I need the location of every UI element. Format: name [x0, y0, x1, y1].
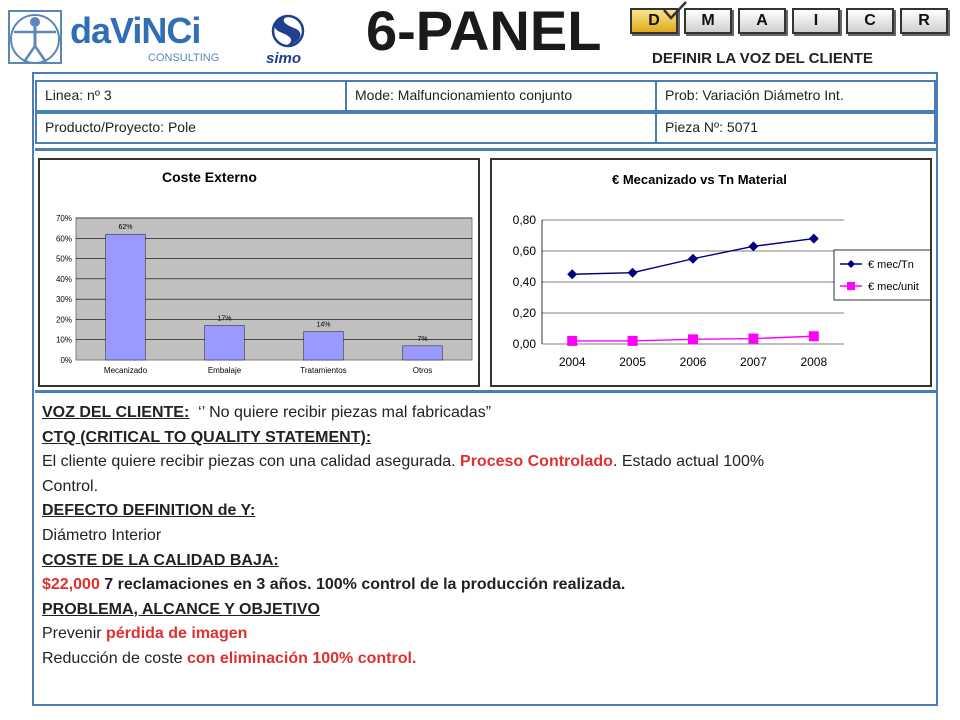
- y-tick-label: 20%: [55, 315, 72, 325]
- x-tick-label: Tratamientos: [300, 366, 347, 375]
- dmaic-step-a[interactable]: A: [738, 8, 786, 34]
- y-tick-label: 60%: [55, 234, 72, 244]
- problema-text-d: con eliminación 100% control.: [186, 649, 417, 667]
- bar-mecanizado: [106, 234, 146, 360]
- legend-marker: [847, 282, 855, 290]
- dmaic-step-c[interactable]: C: [846, 8, 894, 34]
- voice-of-customer-section: [42, 401, 932, 672]
- y-tick-label: 40%: [55, 274, 72, 284]
- coste-amount: $22,000: [42, 576, 100, 594]
- x-tick-label: 2004: [558, 355, 586, 369]
- bar-embalaje: [205, 326, 245, 360]
- page-title: 6-PANEL: [366, 0, 602, 62]
- defecto-text: Diámetro Interior: [42, 526, 162, 544]
- data-point: [809, 234, 819, 244]
- x-tick-label: 2007: [740, 355, 767, 369]
- info-prob: Prob: Variación Diámetro Int.: [655, 80, 936, 112]
- ctq-line: [42, 450, 932, 475]
- x-tick-label: 2005: [619, 355, 646, 369]
- separator-mid: [35, 390, 936, 393]
- data-point: [688, 334, 698, 344]
- vitruvian-man-icon: [6, 8, 64, 66]
- x-tick-label: 2006: [679, 355, 707, 369]
- problema-line-1: [42, 622, 932, 647]
- y-tick-label: 0,00: [512, 337, 536, 351]
- dmaic-step-i[interactable]: I: [792, 8, 840, 34]
- data-point: [688, 254, 698, 264]
- coste-line: [42, 573, 932, 598]
- info-linea: Linea: nº 3: [35, 80, 347, 112]
- dmaic-step-d[interactable]: D: [630, 8, 678, 34]
- davinci-logo-text: daViNCi: [70, 10, 201, 51]
- x-tick-label: Embalaje: [207, 366, 242, 375]
- x-tick-label: Otros: [412, 366, 433, 375]
- data-point: [628, 336, 638, 346]
- y-tick-label: 0,40: [512, 275, 536, 289]
- ctq-text-a: El cliente quiere recibir piezas con una calidad asegurada.: [42, 453, 461, 471]
- voz-line: [42, 401, 932, 426]
- bar-otros: [403, 346, 443, 360]
- chart-title: € Mecanizado vs Tn Material: [612, 172, 787, 187]
- simo-emblem-icon: [266, 14, 310, 48]
- data-point: [628, 268, 638, 278]
- x-tick-label: 2008: [800, 355, 828, 369]
- data-label: 17%: [217, 315, 232, 323]
- legend-label: € mec/Tn: [868, 259, 914, 271]
- coste-externo-chart: [38, 158, 480, 387]
- dmaic-stepper: [628, 0, 948, 46]
- ctq-heading: CTQ (CRITICAL TO QUALITY STATEMENT):: [42, 428, 372, 446]
- page-subtitle: DEFINIR LA VOZ DEL CLIENTE: [652, 50, 873, 67]
- x-tick-label: Mecanizado: [103, 366, 148, 375]
- coste-externo-svg: [40, 160, 478, 385]
- y-tick-label: 0,60: [512, 244, 536, 258]
- simo-logo-text: simo: [266, 50, 302, 67]
- y-tick-label: 0,80: [512, 213, 536, 227]
- data-label: 7%: [417, 335, 428, 343]
- data-point: [567, 269, 577, 279]
- data-point: [748, 334, 758, 344]
- voz-quote: ‘’ No quiere recibir piezas mal fabricadas”: [189, 404, 492, 421]
- mecanizado-svg: [492, 160, 930, 385]
- data-point: [748, 241, 758, 251]
- y-tick-label: 10%: [55, 335, 72, 345]
- info-producto: Producto/Proyecto: Pole: [35, 112, 657, 144]
- data-label: 62%: [118, 224, 133, 232]
- voz-label: VOZ DEL CLIENTE:: [42, 404, 190, 421]
- coste-heading: COSTE DE LA CALIDAD BAJA:: [42, 551, 279, 569]
- y-tick-label: 0,20: [512, 306, 536, 320]
- bar-tratamientos: [304, 332, 344, 360]
- data-point: [809, 331, 819, 341]
- coste-text: 7 reclamaciones en 3 años. 100% control de la producción realizada.: [99, 576, 626, 594]
- separator-top: [35, 148, 936, 151]
- data-label: 14%: [316, 321, 331, 329]
- problema-line-2: [42, 647, 932, 672]
- ctq-text-c: . Estado actual 100%: [612, 453, 765, 471]
- legend-label: € mec/unit: [868, 281, 919, 293]
- chart-title: Coste Externo: [162, 169, 257, 185]
- defecto-heading: DEFECTO DEFINITION de Y:: [42, 502, 256, 520]
- y-tick-label: 30%: [55, 295, 72, 305]
- y-tick-label: 0%: [60, 356, 72, 365]
- problema-heading: PROBLEMA, ALCANCE Y OBJETIVO: [42, 600, 320, 618]
- ctq-text-b: Proceso Controlado: [460, 453, 613, 471]
- y-tick-label: 70%: [55, 214, 72, 223]
- simo-logo: [262, 14, 314, 70]
- data-point: [567, 336, 577, 346]
- davinci-logo-subtext: CONSULTING: [148, 52, 220, 64]
- davinci-logo: [6, 6, 220, 68]
- dmaic-step-r[interactable]: R: [900, 8, 948, 34]
- y-tick-label: 50%: [55, 254, 72, 264]
- mecanizado-chart: [490, 158, 932, 387]
- info-pieza: Pieza Nº: 5071: [655, 112, 936, 144]
- ctq-line-2: Control.: [42, 477, 99, 495]
- problema-text-c: Reducción de coste: [42, 649, 187, 667]
- problema-text-b: pérdida de imagen: [106, 625, 248, 643]
- dmaic-step-m[interactable]: M: [684, 8, 732, 34]
- problema-text-a: Prevenir: [42, 625, 107, 643]
- info-mode: Mode: Malfuncionamiento conjunto: [345, 80, 657, 112]
